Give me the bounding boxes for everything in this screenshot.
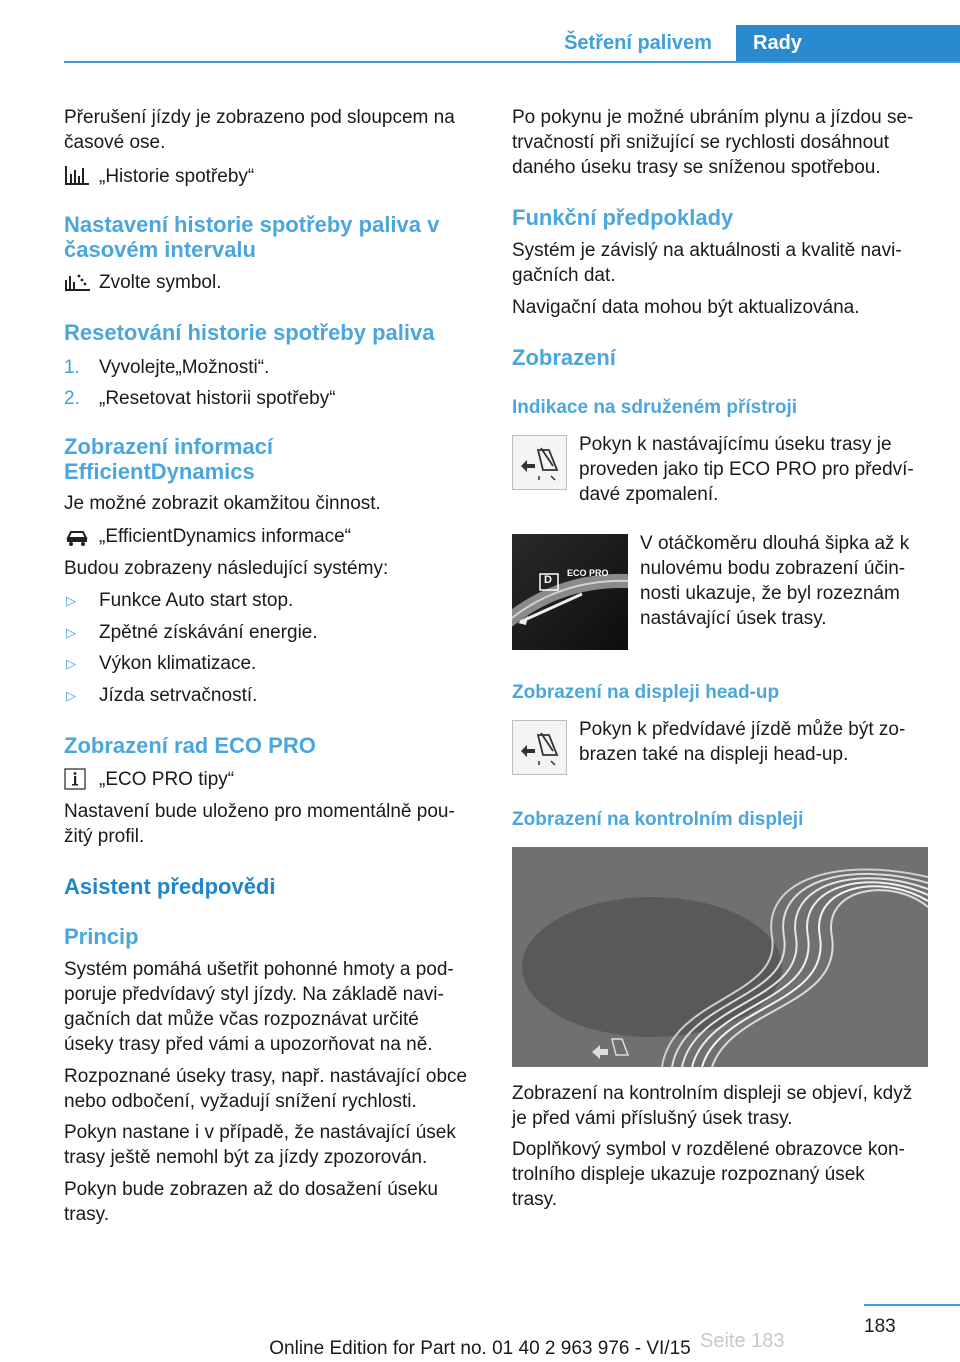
gauge-line: V otáčkoměru dlouhá šipka až k [640,533,910,554]
page-number: 183 [864,1316,896,1337]
heading-head-up: Zobrazení na displeji head-up [512,682,780,703]
paragraph-interrupt-2: časové ose. [64,132,166,153]
paragraph-interrupt: Přerušení jízdy je zobrazeno pod sloupcem na [64,107,455,128]
anticipation-icon [512,720,567,775]
heading-principle: Princip [64,924,139,949]
recognized-line: nebo odbočení, vyžadují snížení rychlosti. [64,1091,417,1112]
intro-line: trvačností při snižující se rychlosti dosáhnout [512,132,890,153]
step-number: 2. [64,388,80,409]
heading-assistant: Asistent předpovědi [64,874,276,899]
head-up-line: brazen také na displeji head-up. [579,744,849,765]
gauge-eco-label: ECO PRO [567,568,609,578]
header-rule [64,61,960,63]
watermark: Seite 183 [700,1330,785,1352]
principle-line: poruje předvídavý styl jízdy. Na základě navi‐ [64,984,444,1005]
notice-line: trasy ještě nemohl být za jízdy zpozorován. [64,1147,428,1168]
bar-chart-dots-icon [64,270,92,292]
header-section: Šetření palivem [564,32,712,54]
info-icon [64,768,92,790]
extra-symbol-line: trolního displeje ukazuje rozpoznaný úsek [512,1164,865,1185]
footer-rule [864,1304,960,1306]
control-display-image [512,847,928,1067]
intro-line: daného úseku trasy se sníženou spotřebou. [512,157,881,178]
header-chapter: Rady [736,25,960,61]
heading-requirements: Funkční předpoklady [512,205,734,230]
eco-paragraph-1: Nastavení bude uloženo pro momentálně pou‐ [64,801,455,822]
heading-info-1: Zobrazení informací [64,434,274,459]
bullet-item: Jízda setrvačností. [99,685,258,706]
tachometer-image [512,534,628,650]
step-number: 1. [64,357,80,378]
bar-chart-icon [64,164,92,186]
gauge-gear: D [544,574,552,586]
heading-info-2: EfficientDynamics [64,459,255,484]
extra-symbol-line: trasy. [512,1189,558,1210]
info-paragraph: Je možné zobrazit okamžitou činnost. [64,493,381,514]
control-display-line: Zobrazení na kontrolním displeji se objeví, když [512,1083,913,1104]
cluster-line: Pokyn k nastávajícímu úseku trasy je [579,434,892,455]
gauge-line: nastávající úsek trasy. [640,608,827,629]
edition-line: Online Edition for Part no. 01 40 2 963 976 - VI/15 [269,1338,691,1359]
intro-line: Po pokynu je možné ubráním plynu a jízdou se‐ [512,107,914,128]
gauge-line: nosti ukazuje, že byl rozeznám [640,583,900,604]
heading-control-display: Zobrazení na kontrolním displeji [512,809,804,830]
heading-history-interval-1: Nastavení historie spotřeby paliva v [64,212,440,237]
eco-tips-label: „ECO PRO tipy“ [99,769,235,790]
bullet-triangle-icon: ▷ [66,625,76,640]
heading-reset: Resetování historie spotřeby paliva [64,320,435,345]
car-icon [64,526,92,548]
bullet-triangle-icon: ▷ [66,688,76,703]
bullet-item: Výkon klimatizace. [99,653,257,674]
control-display-line: je před vámi příslušný úsek trasy. [512,1108,793,1129]
eco-paragraph-2: žitý profil. [64,826,145,847]
requirements-line: Systém je závislý na aktuálnosti a kvalitě navi‐ [512,240,902,261]
history-label: „Historie spotřeby“ [99,166,255,187]
bullet-triangle-icon: ▷ [66,593,76,608]
cluster-line: proveden jako tip ECO PRO pro předví‐ [579,459,914,480]
choose-symbol: Zvolte symbol. [99,272,222,293]
heading-history-interval-2: časovém intervalu [64,237,256,262]
notice-line: Pokyn nastane i v případě, že nastávající úsek [64,1122,456,1143]
systems-intro: Budou zobrazeny následující systémy: [64,558,389,579]
bullet-item: Zpětné získávání energie. [99,622,318,643]
nav-data-line: Navigační data mohou být aktualizována. [512,297,860,318]
heading-instrument-cluster: Indikace na sdruženém přístroji [512,397,798,418]
gauge-line: nulovému bodu zobrazení účin‐ [640,558,906,579]
bullet-triangle-icon: ▷ [66,656,76,671]
heading-eco-pro: Zobrazení rad ECO PRO [64,733,316,758]
head-up-line: Pokyn k předvídavé jízdě může být zo‐ [579,719,906,740]
notice-until-line: trasy. [64,1204,110,1225]
anticipation-icon [512,435,567,490]
requirements-line: gačních dat. [512,265,616,286]
cluster-line: davé zpomalení. [579,484,719,505]
heading-display: Zobrazení [512,345,616,370]
step-text: Vyvolejte„Možnosti“. [99,357,270,378]
bullet-item: Funkce Auto start stop. [99,590,294,611]
step-text: „Resetovat historii spotřeby“ [99,388,336,409]
principle-line: gačních dat může včas rozpoznávat určité [64,1009,419,1030]
principle-line: Systém pomáhá ušetřit pohonné hmoty a pod‐ [64,959,454,980]
recognized-line: Rozpoznané úseky trasy, např. nastávající obce [64,1066,468,1087]
ed-info-label: „EfficientDynamics informace“ [99,526,352,547]
extra-symbol-line: Doplňkový symbol v rozdělené obrazovce kon‐ [512,1139,905,1160]
principle-line: úseky trasy před vámi a upozorňovat na ně. [64,1034,433,1055]
notice-until-line: Pokyn bude zobrazen až do dosažení úseku [64,1179,438,1200]
